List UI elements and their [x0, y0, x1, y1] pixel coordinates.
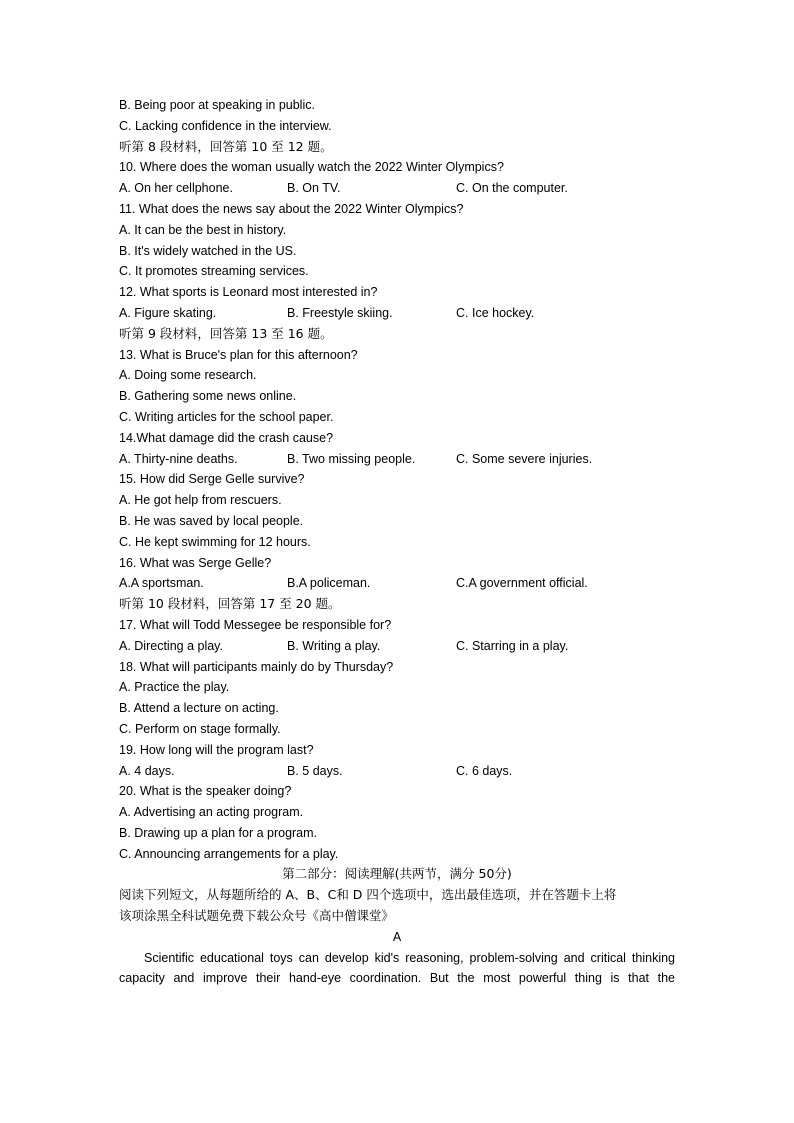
option: B. Being poor at speaking in public.	[119, 98, 315, 112]
option-a: A. Thirty-nine deaths.	[119, 451, 238, 466]
option: B. It's widely watched in the US.	[119, 243, 297, 258]
option: C. He kept swimming for 12 hours.	[119, 534, 311, 549]
section-instruction: 该项涂黑全科试题免费下载公众号《高中僧课堂》	[119, 908, 395, 924]
question: 16. What was Serge Gelle?	[119, 555, 272, 570]
question: 17. What will Todd Messegee be responsible for?	[119, 617, 392, 632]
option-a: A. Figure skating.	[119, 305, 217, 320]
option-c: C. 6 days.	[456, 763, 513, 778]
option: C. Perform on stage formally.	[119, 721, 281, 736]
question: 12. What sports is Leonard most interested in?	[119, 285, 378, 300]
option-b: B. Freestyle skiing.	[287, 305, 393, 320]
question: 19. How long will the program last?	[119, 742, 314, 757]
option-a: A. 4 days.	[119, 763, 175, 778]
option-row	[119, 573, 675, 594]
option: A. He got help from rescuers.	[119, 493, 282, 508]
option-row	[119, 761, 675, 782]
option-c: C. Starring in a play.	[456, 638, 569, 653]
question: 13. What is Bruce's plan for this afternoon?	[119, 347, 358, 362]
option-row	[119, 449, 675, 470]
option: C. Announcing arrangements for a play.	[119, 846, 339, 861]
section-instruction: 听第 8 段材料，回答第 10 至 12 题。	[119, 138, 333, 154]
part-heading: 第二部分：阅读理解(共两节，满分 50分)	[282, 866, 512, 882]
section-instruction: 听第 9 段材料，回答第 13 至 16 题。	[119, 325, 333, 341]
option-b: B. 5 days.	[287, 763, 343, 778]
option: A. Doing some research.	[119, 368, 257, 383]
option-b: B. On TV.	[287, 181, 341, 196]
option-b: B. Writing a play.	[287, 638, 381, 653]
option-a: A. Directing a play.	[119, 638, 223, 653]
option: B. Gathering some news online.	[119, 389, 297, 404]
passage-text: Scientific educational toys can develop kid's reasoning, problem-solving and critical thinking	[144, 950, 675, 965]
option: A. Advertising an acting program.	[119, 805, 304, 820]
option: B. Drawing up a plan for a program.	[119, 825, 318, 840]
passage-label: A	[392, 929, 402, 944]
option: C. Writing articles for the school paper.	[119, 409, 334, 424]
option-c: C. Some severe injuries.	[456, 451, 593, 466]
option: B. He was saved by local people.	[119, 513, 304, 528]
section-instruction: 阅读下列短文，从每题所给的 A、B、C和 D 四个选项中，选出最佳选项，并在答题卡上将	[119, 887, 617, 903]
option-row	[119, 636, 675, 657]
question: 11. What does the news say about the 2022 Winter Olympics?	[119, 201, 464, 216]
option: C. Lacking confidence in the interview.	[119, 118, 332, 133]
exam-page	[119, 95, 675, 989]
question: 18. What will participants mainly do by Thursday?	[119, 659, 394, 674]
option-c: C. On the computer.	[456, 181, 568, 196]
option-row	[119, 178, 675, 199]
option-a: A.A sportsman.	[119, 576, 204, 591]
question: 20. What is the speaker doing?	[119, 784, 292, 799]
question: 10. Where does the woman usually watch the 2022 Winter Olympics?	[119, 160, 504, 175]
option-row	[119, 303, 675, 324]
option-b: B.A policeman.	[287, 576, 371, 591]
option: A. It can be the best in history.	[119, 222, 287, 237]
option: C. It promotes streaming services.	[119, 264, 309, 279]
option-a: A. On her cellphone.	[119, 181, 233, 196]
question: 14.What damage did the crash cause?	[119, 430, 334, 445]
option: A. Practice the play.	[119, 680, 230, 695]
passage-text: capacity and improve their hand-eye coordination. But the most powerful thing is that the	[119, 971, 675, 986]
option-c: C.A government official.	[456, 576, 588, 591]
option-b: B. Two missing people.	[287, 451, 416, 466]
section-instruction: 听第 10 段材料，回答第 17 至 20 题。	[119, 596, 341, 612]
option: B. Attend a lecture on acting.	[119, 701, 279, 716]
option-c: C. Ice hockey.	[456, 305, 535, 320]
question: 15. How did Serge Gelle survive?	[119, 472, 305, 487]
